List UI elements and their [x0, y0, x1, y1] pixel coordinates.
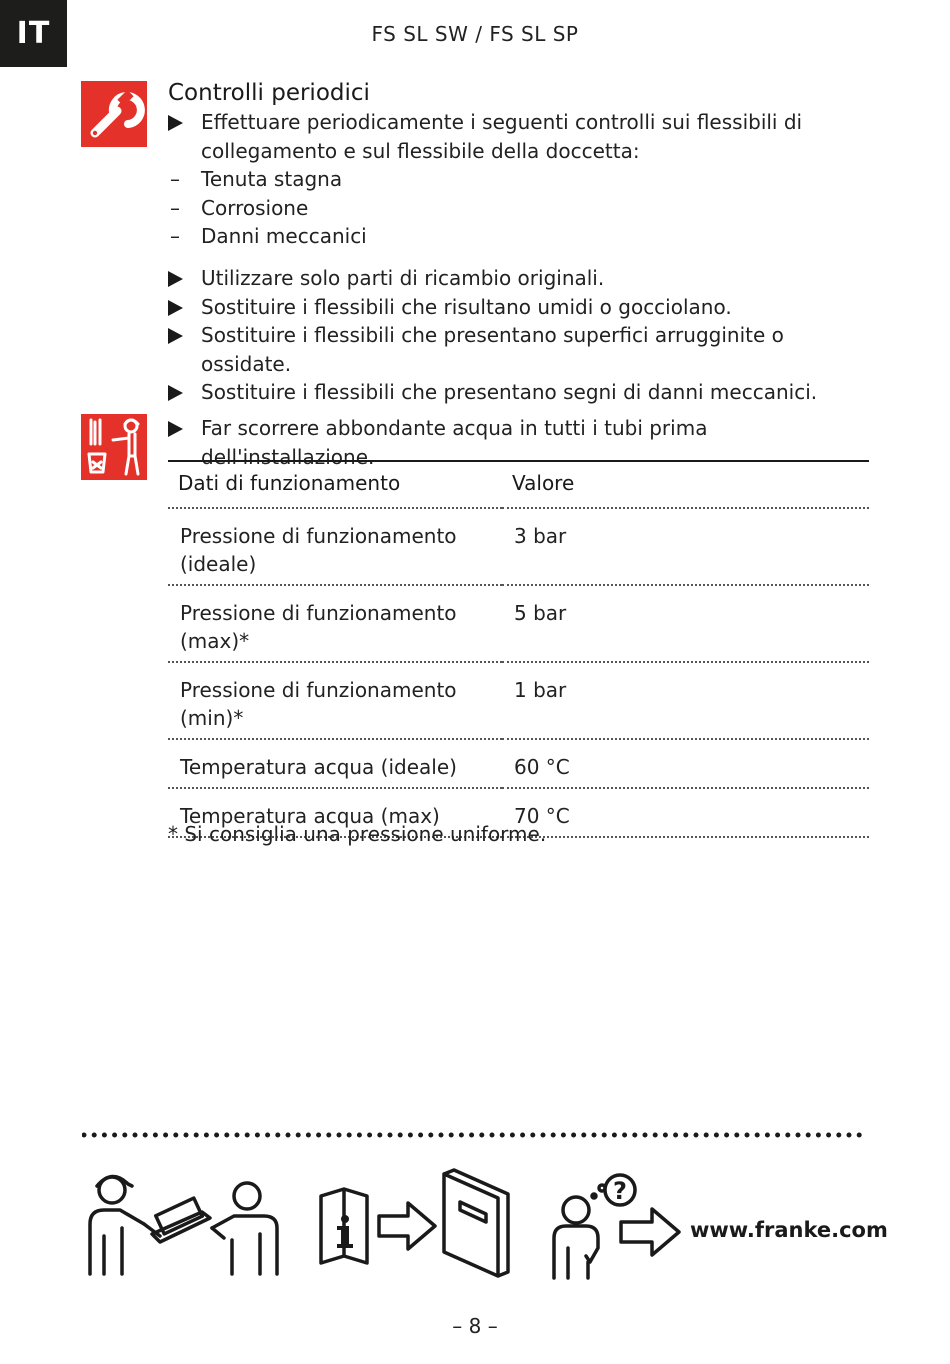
- language-tab: IT: [0, 0, 67, 67]
- dotted-separator: [82, 1131, 870, 1139]
- value-cell: 60 °C: [502, 739, 869, 788]
- check-item: [168, 165, 868, 194]
- table-row: [168, 662, 869, 739]
- bullet-triangle-icon: [168, 385, 183, 401]
- website-link[interactable]: www.franke.com: [690, 1218, 888, 1242]
- bullet-triangle-icon: [168, 300, 183, 316]
- instruction-text: Utilizzare solo parti di ricambio originali.: [201, 266, 605, 290]
- bullet-triangle-icon: [168, 421, 183, 437]
- parameter-cell: [168, 508, 502, 585]
- table-row: [168, 508, 869, 585]
- instruction-text: Sostituire i flessibili che presentano segni di danni meccanici.: [201, 380, 818, 404]
- column-header-parameter: Dati di funzionamento: [168, 461, 502, 508]
- column-header-value: Valore: [502, 461, 869, 508]
- instruction-text: collegamento e sul flessibile della doccetta:: [201, 138, 640, 163]
- dash-marker: –: [170, 195, 180, 220]
- manual-book-icon: [440, 1168, 512, 1280]
- dash-marker: –: [170, 167, 180, 191]
- wrench-icon: [81, 81, 147, 147]
- info-leaflet-icon: [318, 1186, 370, 1266]
- table-header-row: [168, 461, 869, 508]
- bullet-triangle-icon: [168, 271, 183, 287]
- parameter-label-qualifier: (max)*: [180, 629, 250, 653]
- consult-installer-icon: [82, 1162, 282, 1282]
- bullet-triangle-icon: [168, 115, 183, 131]
- arrow-right-icon: [376, 1200, 438, 1252]
- parameter-cell: [168, 662, 502, 739]
- section-title: Controlli periodici: [168, 80, 370, 106]
- arrow-right-icon: [618, 1206, 682, 1258]
- svg-text:?: ?: [613, 1177, 627, 1205]
- parameter-cell: Temperatura acqua (ideale): [168, 739, 502, 788]
- parameter-cell: [168, 585, 502, 662]
- instruction-item: [168, 321, 868, 378]
- instruction-text: Sostituire i flessibili che risultano umidi o gocciolano.: [201, 294, 732, 319]
- dash-marker: –: [170, 224, 180, 248]
- check-item: [168, 222, 868, 251]
- page-number: – 8 –: [452, 1314, 498, 1338]
- value-cell: 70 °C: [502, 788, 869, 837]
- installer-tools-icon: [81, 414, 147, 480]
- parameter-cell: Temperatura acqua (max): [168, 788, 502, 837]
- instruction-item: [168, 108, 868, 165]
- replacement-instructions-list: [168, 264, 868, 407]
- table-row: [168, 739, 869, 788]
- parameter-label: Pressione di funzionamento: [180, 678, 457, 702]
- instruction-item: [168, 264, 868, 293]
- table-row: [168, 585, 869, 662]
- check-text: Danni meccanici: [201, 224, 367, 248]
- instruction-item: [168, 378, 868, 407]
- periodic-checks-list: [168, 108, 868, 251]
- table-footnote: * Si consiglia una pressione uniforme.: [168, 822, 547, 846]
- instruction-text: Sostituire i flessibili che presentano superfici arrugginite o ossidate.: [201, 323, 784, 376]
- value-cell: 3 bar: [502, 508, 869, 585]
- bullet-triangle-icon: [168, 328, 183, 344]
- instruction-text: Effettuare periodicamente i seguenti controlli sui flessibili di: [201, 110, 803, 134]
- check-text: Corrosione: [201, 195, 309, 220]
- parameter-label-qualifier: (ideale): [180, 552, 257, 576]
- parameter-label: Pressione di funzionamento: [180, 524, 457, 548]
- parameter-label-qualifier: (min)*: [180, 706, 244, 730]
- operating-data-table: [168, 460, 869, 838]
- document-code: FS SL SW / FS SL SP: [371, 22, 579, 46]
- value-cell: 1 bar: [502, 662, 869, 739]
- check-item: [168, 194, 868, 223]
- value-cell: 5 bar: [502, 585, 869, 662]
- instruction-item: [168, 293, 868, 322]
- instruction-text: Far scorrere abbondante acqua in tutti i tubi prima dell'installazione.: [201, 416, 708, 469]
- parameter-label: Pressione di funzionamento: [180, 601, 457, 625]
- check-text: Tenuta stagna: [201, 167, 343, 191]
